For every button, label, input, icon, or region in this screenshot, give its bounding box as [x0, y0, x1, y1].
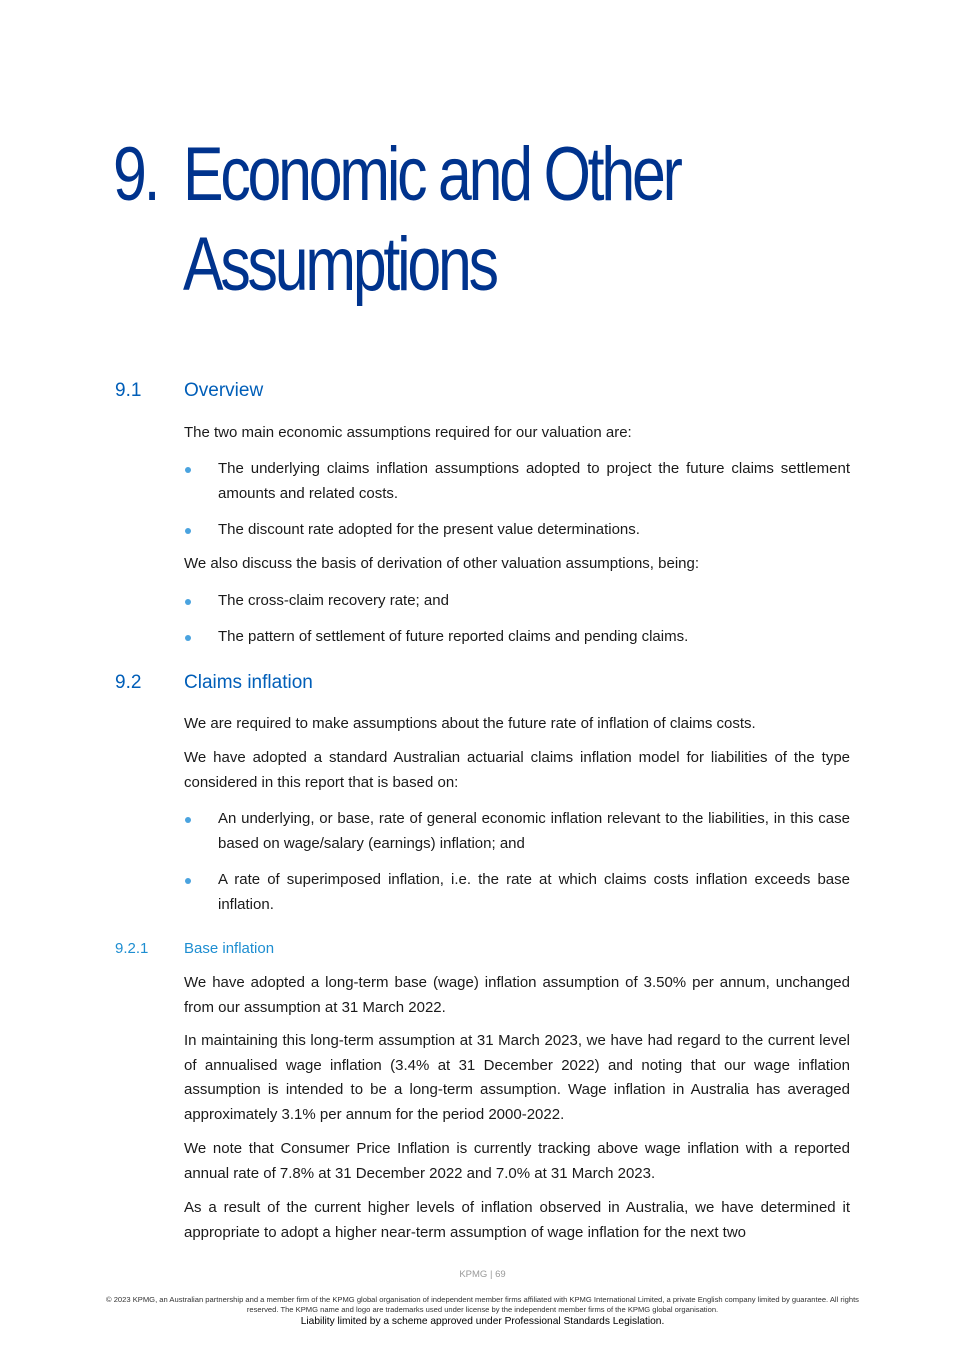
paragraph: As a result of the current higher levels of inflation observed in Australia, we have determined it appropriate to adopt a higher near-term assumption of wage inflation for the next two — [184, 1199, 850, 1241]
chapter-number: 9. — [113, 132, 158, 217]
subsection-title: Base inflation — [184, 940, 275, 957]
liability-notice: Liability limited by a scheme approved under Professional Standards Legislation. — [300, 1316, 665, 1327]
bullet-icon — [185, 528, 191, 534]
section-title: Overview — [184, 380, 264, 401]
legal-notice: © 2023 KPMG, an Australian partnership and a member firm of the KPMG global organisation of independent member firms affiliated with KPMG International Limited, a private English company limited by guarantee. All rights reserved. The KPMG name and logo are trademarks used under license by the independent member firms of the KPMG global organisation. — [106, 1295, 859, 1314]
paragraph: We are required to make assumptions about the future rate of inflation of claims costs. — [184, 715, 756, 732]
subsection-number: 9.2.1 — [115, 940, 149, 957]
bullet-icon — [185, 817, 191, 823]
bullet-icon — [185, 635, 191, 641]
bullet-icon — [185, 599, 191, 605]
paragraph: In maintaining this long-term assumption at 31 March 2023, we have had regard to the current level of annualised wage inflation (3.4% at 31 December 2022) and noting that our wage inflation assumption is intended to be a long-term assumption. Wage inflation in Australia has averaged approximately 3.1% per annum for the period 2000-2022. — [184, 1032, 850, 1123]
bullet-text: The pattern of settlement of future reported claims and pending claims. — [218, 628, 689, 645]
bullet-text: The discount rate adopted for the present value determinations. — [218, 521, 640, 538]
chapter-title-line-2: Assumptions — [183, 222, 496, 307]
page-number: KPMG | 69 — [459, 1269, 506, 1280]
bullet-icon — [185, 878, 191, 884]
bullet-icon — [185, 467, 191, 473]
bullet-text: The cross-claim recovery rate; and — [218, 592, 449, 609]
bullet-text: An underlying, or base, rate of general economic inflation relevant to the liabilities, in this case based on wage/salary (earnings) inflation; and — [218, 810, 850, 852]
paragraph: We have adopted a long-term base (wage) inflation assumption of 3.50% per annum, unchanged from our assumption at 31 March 2022. — [184, 974, 850, 1016]
paragraph: The two main economic assumptions required for our valuation are: — [184, 424, 632, 441]
bullet-text: The underlying claims inflation assumptions adopted to project the future claims settlement amounts and related costs. — [218, 460, 850, 502]
section-number: 9.2 — [115, 672, 142, 693]
chapter-title-line-1: Economic and Other — [183, 132, 680, 217]
chapter-title — [183, 130, 680, 310]
paragraph: We have adopted a standard Australian actuarial claims inflation model for liabilities of the type considered in this report that is based on: — [184, 749, 850, 791]
bullet-text: A rate of superimposed inflation, i.e. the rate at which claims costs inflation exceeds base inflation. — [218, 871, 850, 913]
section-title: Claims inflation — [184, 672, 313, 693]
section-number: 9.1 — [115, 380, 142, 401]
paragraph: We note that Consumer Price Inflation is currently tracking above wage inflation with a reported annual rate of 7.8% at 31 December 2022 and 7.0% at 31 March 2023. — [184, 1140, 850, 1182]
paragraph: We also discuss the basis of derivation of other valuation assumptions, being: — [184, 555, 700, 572]
